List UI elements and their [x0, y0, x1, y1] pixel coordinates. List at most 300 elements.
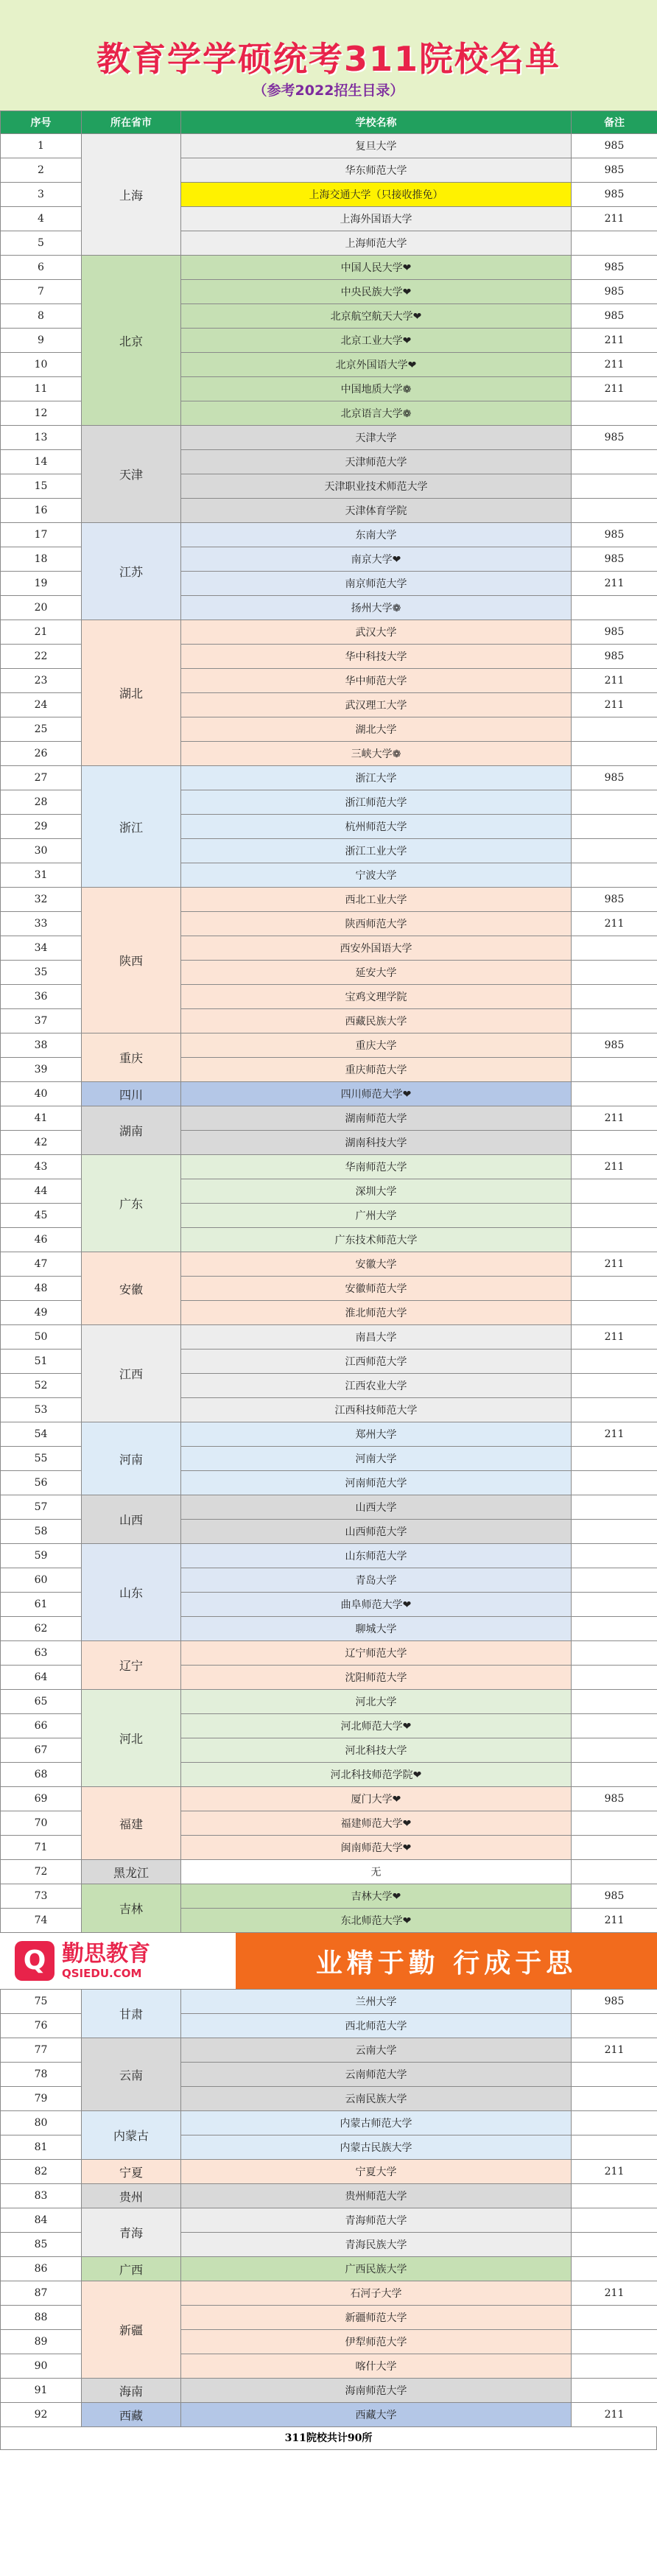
- school-note: 985: [572, 426, 657, 450]
- school-name: 石河子大学: [181, 2281, 572, 2306]
- school-name: 武汉理工大学: [181, 693, 572, 717]
- table-row: [1, 888, 657, 912]
- school-name: 曲阜师范大学❤: [181, 1593, 572, 1617]
- column-header-school: 学校名称: [181, 111, 572, 134]
- school-note: [572, 790, 657, 815]
- region-cell: 辽宁: [82, 1641, 181, 1690]
- row-index: 1: [1, 134, 82, 158]
- school-name: 西安外国语大学: [181, 936, 572, 961]
- row-index: 15: [1, 474, 82, 499]
- row-index: 58: [1, 1520, 82, 1544]
- school-name: 福建师范大学❤: [181, 1811, 572, 1836]
- school-note: [572, 1179, 657, 1204]
- school-note: [572, 450, 657, 474]
- school-note: [572, 2233, 657, 2257]
- region-cell: 安徽: [82, 1252, 181, 1325]
- row-index: 91: [1, 2379, 82, 2403]
- school-name: 天津师范大学: [181, 450, 572, 474]
- row-index: 62: [1, 1617, 82, 1641]
- school-note: 211: [572, 1252, 657, 1277]
- brand-name: 勤思教育: [62, 1941, 150, 1967]
- school-note: [572, 936, 657, 961]
- row-index: 28: [1, 790, 82, 815]
- region-cell: 湖北: [82, 620, 181, 766]
- table-row: [1, 2111, 657, 2135]
- table-row: [1, 523, 657, 547]
- region-cell: 甘肃: [82, 1990, 181, 2038]
- school-name: 新疆师范大学: [181, 2306, 572, 2330]
- row-index: 20: [1, 596, 82, 620]
- region-cell: 天津: [82, 426, 181, 523]
- row-index: 92: [1, 2403, 82, 2427]
- row-index: 26: [1, 742, 82, 766]
- row-index: 56: [1, 1471, 82, 1495]
- school-table-top: [0, 110, 657, 1933]
- school-note: [572, 742, 657, 766]
- school-name: 上海师范大学: [181, 231, 572, 256]
- school-name: 江西农业大学: [181, 1374, 572, 1398]
- region-cell: 湖南: [82, 1106, 181, 1155]
- row-index: 16: [1, 499, 82, 523]
- school-note: 985: [572, 158, 657, 183]
- school-note: [572, 1641, 657, 1666]
- school-note: 985: [572, 256, 657, 280]
- row-index: 2: [1, 158, 82, 183]
- row-index: 32: [1, 888, 82, 912]
- school-name: 内蒙古民族大学: [181, 2135, 572, 2160]
- row-index: 55: [1, 1447, 82, 1471]
- school-note: [572, 961, 657, 985]
- school-note: 211: [572, 329, 657, 353]
- school-name: 武汉大学: [181, 620, 572, 645]
- column-header-region: 所在省市: [82, 111, 181, 134]
- school-note: [572, 1811, 657, 1836]
- row-index: 22: [1, 645, 82, 669]
- school-note: [572, 1131, 657, 1155]
- row-index: 4: [1, 207, 82, 231]
- school-note: [572, 985, 657, 1009]
- row-index: 82: [1, 2160, 82, 2184]
- school-note: [572, 1763, 657, 1787]
- school-name: 云南民族大学: [181, 2087, 572, 2111]
- school-name: 浙江大学: [181, 766, 572, 790]
- region-cell: 浙江: [82, 766, 181, 888]
- school-note: [572, 1471, 657, 1495]
- school-name: 河北科技大学: [181, 1738, 572, 1763]
- row-index: 11: [1, 377, 82, 401]
- school-note: [572, 1738, 657, 1763]
- school-name: 上海外国语大学: [181, 207, 572, 231]
- school-note: [572, 1082, 657, 1106]
- table-header-row: [1, 111, 657, 134]
- row-index: 12: [1, 401, 82, 426]
- row-index: 27: [1, 766, 82, 790]
- row-index: 67: [1, 1738, 82, 1763]
- school-name: 东北师范大学❤: [181, 1909, 572, 1933]
- school-name: 宝鸡文理学院: [181, 985, 572, 1009]
- school-name: 河南师范大学: [181, 1471, 572, 1495]
- school-name: 西藏大学: [181, 2403, 572, 2427]
- region-cell: 江西: [82, 1325, 181, 1422]
- table-row: [1, 1884, 657, 1909]
- school-note: [572, 2354, 657, 2379]
- school-note: [572, 2379, 657, 2403]
- table-body-bottom: [1, 1990, 657, 2427]
- school-note: [572, 2184, 657, 2208]
- row-index: 9: [1, 329, 82, 353]
- row-index: 53: [1, 1398, 82, 1422]
- school-note: 211: [572, 2403, 657, 2427]
- row-index: 84: [1, 2208, 82, 2233]
- school-note: 985: [572, 620, 657, 645]
- school-name: 重庆大学: [181, 1033, 572, 1058]
- school-name: 广东技术师范大学: [181, 1228, 572, 1252]
- row-index: 70: [1, 1811, 82, 1836]
- school-note: 985: [572, 547, 657, 572]
- row-index: 86: [1, 2257, 82, 2281]
- row-index: 69: [1, 1787, 82, 1811]
- school-note: 211: [572, 1106, 657, 1131]
- school-name: 兰州大学: [181, 1990, 572, 2014]
- row-index: 51: [1, 1350, 82, 1374]
- row-index: 33: [1, 912, 82, 936]
- school-name: 云南师范大学: [181, 2063, 572, 2087]
- table-row: [1, 2038, 657, 2063]
- row-index: 13: [1, 426, 82, 450]
- school-note: 985: [572, 1033, 657, 1058]
- row-index: 14: [1, 450, 82, 474]
- row-index: 65: [1, 1690, 82, 1714]
- school-name: 西北工业大学: [181, 888, 572, 912]
- school-name: 青海师范大学: [181, 2208, 572, 2233]
- row-index: 85: [1, 2233, 82, 2257]
- school-name: 海南师范大学: [181, 2379, 572, 2403]
- row-index: 6: [1, 256, 82, 280]
- row-index: 89: [1, 2330, 82, 2354]
- school-note: [572, 1568, 657, 1593]
- row-index: 47: [1, 1252, 82, 1277]
- school-note: [572, 1277, 657, 1301]
- region-cell: 西藏: [82, 2403, 181, 2427]
- school-name: 郑州大学: [181, 1422, 572, 1447]
- row-index: 46: [1, 1228, 82, 1252]
- region-cell: 内蒙古: [82, 2111, 181, 2160]
- row-index: 81: [1, 2135, 82, 2160]
- school-name: 西藏民族大学: [181, 1009, 572, 1033]
- row-index: 79: [1, 2087, 82, 2111]
- table-row: [1, 426, 657, 450]
- row-index: 18: [1, 547, 82, 572]
- row-index: 34: [1, 936, 82, 961]
- school-name: 浙江师范大学: [181, 790, 572, 815]
- school-name: 延安大学: [181, 961, 572, 985]
- ad-slogan: 业精于勤 行成于思: [315, 1947, 577, 1979]
- region-cell: 上海: [82, 134, 181, 256]
- row-index: 29: [1, 815, 82, 839]
- school-name: 云南大学: [181, 2038, 572, 2063]
- school-note: 985: [572, 1884, 657, 1909]
- school-note: 985: [572, 280, 657, 304]
- row-index: 75: [1, 1990, 82, 2014]
- school-name: 淮北师范大学: [181, 1301, 572, 1325]
- row-index: 88: [1, 2306, 82, 2330]
- school-note: [572, 2135, 657, 2160]
- row-index: 63: [1, 1641, 82, 1666]
- school-note: [572, 839, 657, 863]
- school-note: [572, 863, 657, 888]
- school-name: 扬州大学❁: [181, 596, 572, 620]
- row-index: 38: [1, 1033, 82, 1058]
- row-index: 30: [1, 839, 82, 863]
- row-index: 78: [1, 2063, 82, 2087]
- school-name: 中央民族大学❤: [181, 280, 572, 304]
- school-note: [572, 596, 657, 620]
- row-index: 64: [1, 1666, 82, 1690]
- table-row: [1, 1690, 657, 1714]
- school-name: 天津职业技术师范大学: [181, 474, 572, 499]
- school-name: 山东师范大学: [181, 1544, 572, 1568]
- school-note: [572, 1544, 657, 1568]
- school-note: [572, 474, 657, 499]
- table-row: [1, 2208, 657, 2233]
- school-note: [572, 1301, 657, 1325]
- school-name: 西北师范大学: [181, 2014, 572, 2038]
- school-name: 河北大学: [181, 1690, 572, 1714]
- school-note: 211: [572, 2281, 657, 2306]
- school-name: 河北科技师范学院❤: [181, 1763, 572, 1787]
- school-name: 厦门大学❤: [181, 1787, 572, 1811]
- row-index: 72: [1, 1860, 82, 1884]
- row-index: 7: [1, 280, 82, 304]
- school-name: 湖南科技大学: [181, 1131, 572, 1155]
- school-name: 浙江工业大学: [181, 839, 572, 863]
- row-index: 5: [1, 231, 82, 256]
- school-note: [572, 717, 657, 742]
- school-note: [572, 1617, 657, 1641]
- region-cell: 北京: [82, 256, 181, 426]
- table-row: [1, 1495, 657, 1520]
- school-note: [572, 1593, 657, 1617]
- school-note: 985: [572, 183, 657, 207]
- row-index: 19: [1, 572, 82, 596]
- school-note: 211: [572, 2038, 657, 2063]
- school-note: [572, 1228, 657, 1252]
- school-note: [572, 2306, 657, 2330]
- row-index: 52: [1, 1374, 82, 1398]
- row-index: 87: [1, 2281, 82, 2306]
- row-index: 83: [1, 2184, 82, 2208]
- school-name: 华中师范大学: [181, 669, 572, 693]
- school-name: 喀什大学: [181, 2354, 572, 2379]
- row-index: 49: [1, 1301, 82, 1325]
- school-note: [572, 1350, 657, 1374]
- school-name: 河北师范大学❤: [181, 1714, 572, 1738]
- school-name: 东南大学: [181, 523, 572, 547]
- school-name: 深圳大学: [181, 1179, 572, 1204]
- school-note: 211: [572, 377, 657, 401]
- school-note: [572, 1398, 657, 1422]
- table-row: [1, 1990, 657, 2014]
- table-row: [1, 2281, 657, 2306]
- school-name: 南京大学❤: [181, 547, 572, 572]
- brand-logo-icon: Q: [15, 1941, 55, 1981]
- region-cell: 重庆: [82, 1033, 181, 1082]
- row-index: 44: [1, 1179, 82, 1204]
- school-note: [572, 815, 657, 839]
- row-index: 80: [1, 2111, 82, 2135]
- school-note: 985: [572, 766, 657, 790]
- row-index: 42: [1, 1131, 82, 1155]
- region-cell: 广东: [82, 1155, 181, 1252]
- school-name: 北京外国语大学❤: [181, 353, 572, 377]
- ad-banner[interactable]: [0, 1933, 657, 1989]
- school-note: 985: [572, 134, 657, 158]
- row-index: 61: [1, 1593, 82, 1617]
- row-index: 66: [1, 1714, 82, 1738]
- school-note: [572, 499, 657, 523]
- school-note: 985: [572, 1990, 657, 2014]
- table-row: [1, 2379, 657, 2403]
- row-index: 21: [1, 620, 82, 645]
- table-row: [1, 2257, 657, 2281]
- school-name: 山西大学: [181, 1495, 572, 1520]
- table-row: [1, 2184, 657, 2208]
- school-note: 211: [572, 1909, 657, 1933]
- page-title: 教育学学硕统考311院校名单: [96, 39, 561, 79]
- region-cell: 海南: [82, 2379, 181, 2403]
- row-index: 71: [1, 1836, 82, 1860]
- school-name: 内蒙古师范大学: [181, 2111, 572, 2135]
- row-index: 90: [1, 2354, 82, 2379]
- school-name: 广西民族大学: [181, 2257, 572, 2281]
- school-note: [572, 2208, 657, 2233]
- school-name: 安徽师范大学: [181, 1277, 572, 1301]
- row-index: 8: [1, 304, 82, 329]
- table-row: [1, 1544, 657, 1568]
- table-row: [1, 1106, 657, 1131]
- school-name: 天津体育学院: [181, 499, 572, 523]
- region-cell: 黑龙江: [82, 1860, 181, 1884]
- school-note: 985: [572, 304, 657, 329]
- school-name: 山西师范大学: [181, 1520, 572, 1544]
- row-index: 10: [1, 353, 82, 377]
- school-name: 杭州师范大学: [181, 815, 572, 839]
- school-table-bottom: [0, 1989, 657, 2427]
- region-cell: 贵州: [82, 2184, 181, 2208]
- school-name: 河南大学: [181, 1447, 572, 1471]
- school-note: 211: [572, 693, 657, 717]
- school-note: 211: [572, 669, 657, 693]
- school-name: 南京师范大学: [181, 572, 572, 596]
- school-note: [572, 2087, 657, 2111]
- table-row: [1, 134, 657, 158]
- school-name: 湖北大学: [181, 717, 572, 742]
- region-cell: 宁夏: [82, 2160, 181, 2184]
- school-note: 211: [572, 1325, 657, 1350]
- school-note: 985: [572, 523, 657, 547]
- school-note: 985: [572, 1787, 657, 1811]
- school-name: 天津大学: [181, 426, 572, 450]
- row-index: 45: [1, 1204, 82, 1228]
- school-note: [572, 2257, 657, 2281]
- table-row: [1, 2403, 657, 2427]
- row-index: 57: [1, 1495, 82, 1520]
- table-row: [1, 1860, 657, 1884]
- row-index: 24: [1, 693, 82, 717]
- school-name: 安徽大学: [181, 1252, 572, 1277]
- school-note: [572, 1690, 657, 1714]
- school-name: 华东师范大学: [181, 158, 572, 183]
- row-index: 76: [1, 2014, 82, 2038]
- school-note: [572, 401, 657, 426]
- row-index: 3: [1, 183, 82, 207]
- ad-logo: [0, 1933, 236, 1989]
- row-index: 50: [1, 1325, 82, 1350]
- school-name: 湖南师范大学: [181, 1106, 572, 1131]
- school-name: 无: [181, 1860, 572, 1884]
- row-index: 43: [1, 1155, 82, 1179]
- school-name: 宁波大学: [181, 863, 572, 888]
- school-note: [572, 1495, 657, 1520]
- region-cell: 吉林: [82, 1884, 181, 1933]
- row-index: 37: [1, 1009, 82, 1033]
- table-row: [1, 2160, 657, 2184]
- school-name: 聊城大学: [181, 1617, 572, 1641]
- school-name: 复旦大学: [181, 134, 572, 158]
- table-footer: 311院校共计90所: [0, 2427, 657, 2450]
- row-index: 41: [1, 1106, 82, 1131]
- row-index: 25: [1, 717, 82, 742]
- school-note: [572, 1714, 657, 1738]
- region-cell: 四川: [82, 1082, 181, 1106]
- row-index: 35: [1, 961, 82, 985]
- school-note: 211: [572, 353, 657, 377]
- school-name: 北京语言大学❁: [181, 401, 572, 426]
- table-row: [1, 766, 657, 790]
- table-row: [1, 1422, 657, 1447]
- table-row: [1, 1252, 657, 1277]
- school-name: 华中科技大学: [181, 645, 572, 669]
- school-name: 江西科技师范大学: [181, 1398, 572, 1422]
- region-cell: 江苏: [82, 523, 181, 620]
- table-row: [1, 1155, 657, 1179]
- school-note: [572, 1374, 657, 1398]
- school-name: 吉林大学❤: [181, 1884, 572, 1909]
- school-name: 青岛大学: [181, 1568, 572, 1593]
- header: [0, 0, 657, 110]
- school-name: 南昌大学: [181, 1325, 572, 1350]
- school-note: [572, 1009, 657, 1033]
- school-name: 陕西师范大学: [181, 912, 572, 936]
- row-index: 73: [1, 1884, 82, 1909]
- column-header-index: 序号: [1, 111, 82, 134]
- school-note: [572, 2063, 657, 2087]
- school-note: 211: [572, 2160, 657, 2184]
- table-row: [1, 620, 657, 645]
- row-index: 54: [1, 1422, 82, 1447]
- table-row: [1, 1033, 657, 1058]
- region-cell: 新疆: [82, 2281, 181, 2379]
- table-row: [1, 1082, 657, 1106]
- row-index: 31: [1, 863, 82, 888]
- school-note: [572, 1860, 657, 1884]
- table-row: [1, 256, 657, 280]
- school-note: [572, 1836, 657, 1860]
- row-index: 48: [1, 1277, 82, 1301]
- school-name: 重庆师范大学: [181, 1058, 572, 1082]
- school-name: 沈阳师范大学: [181, 1666, 572, 1690]
- school-note: [572, 2014, 657, 2038]
